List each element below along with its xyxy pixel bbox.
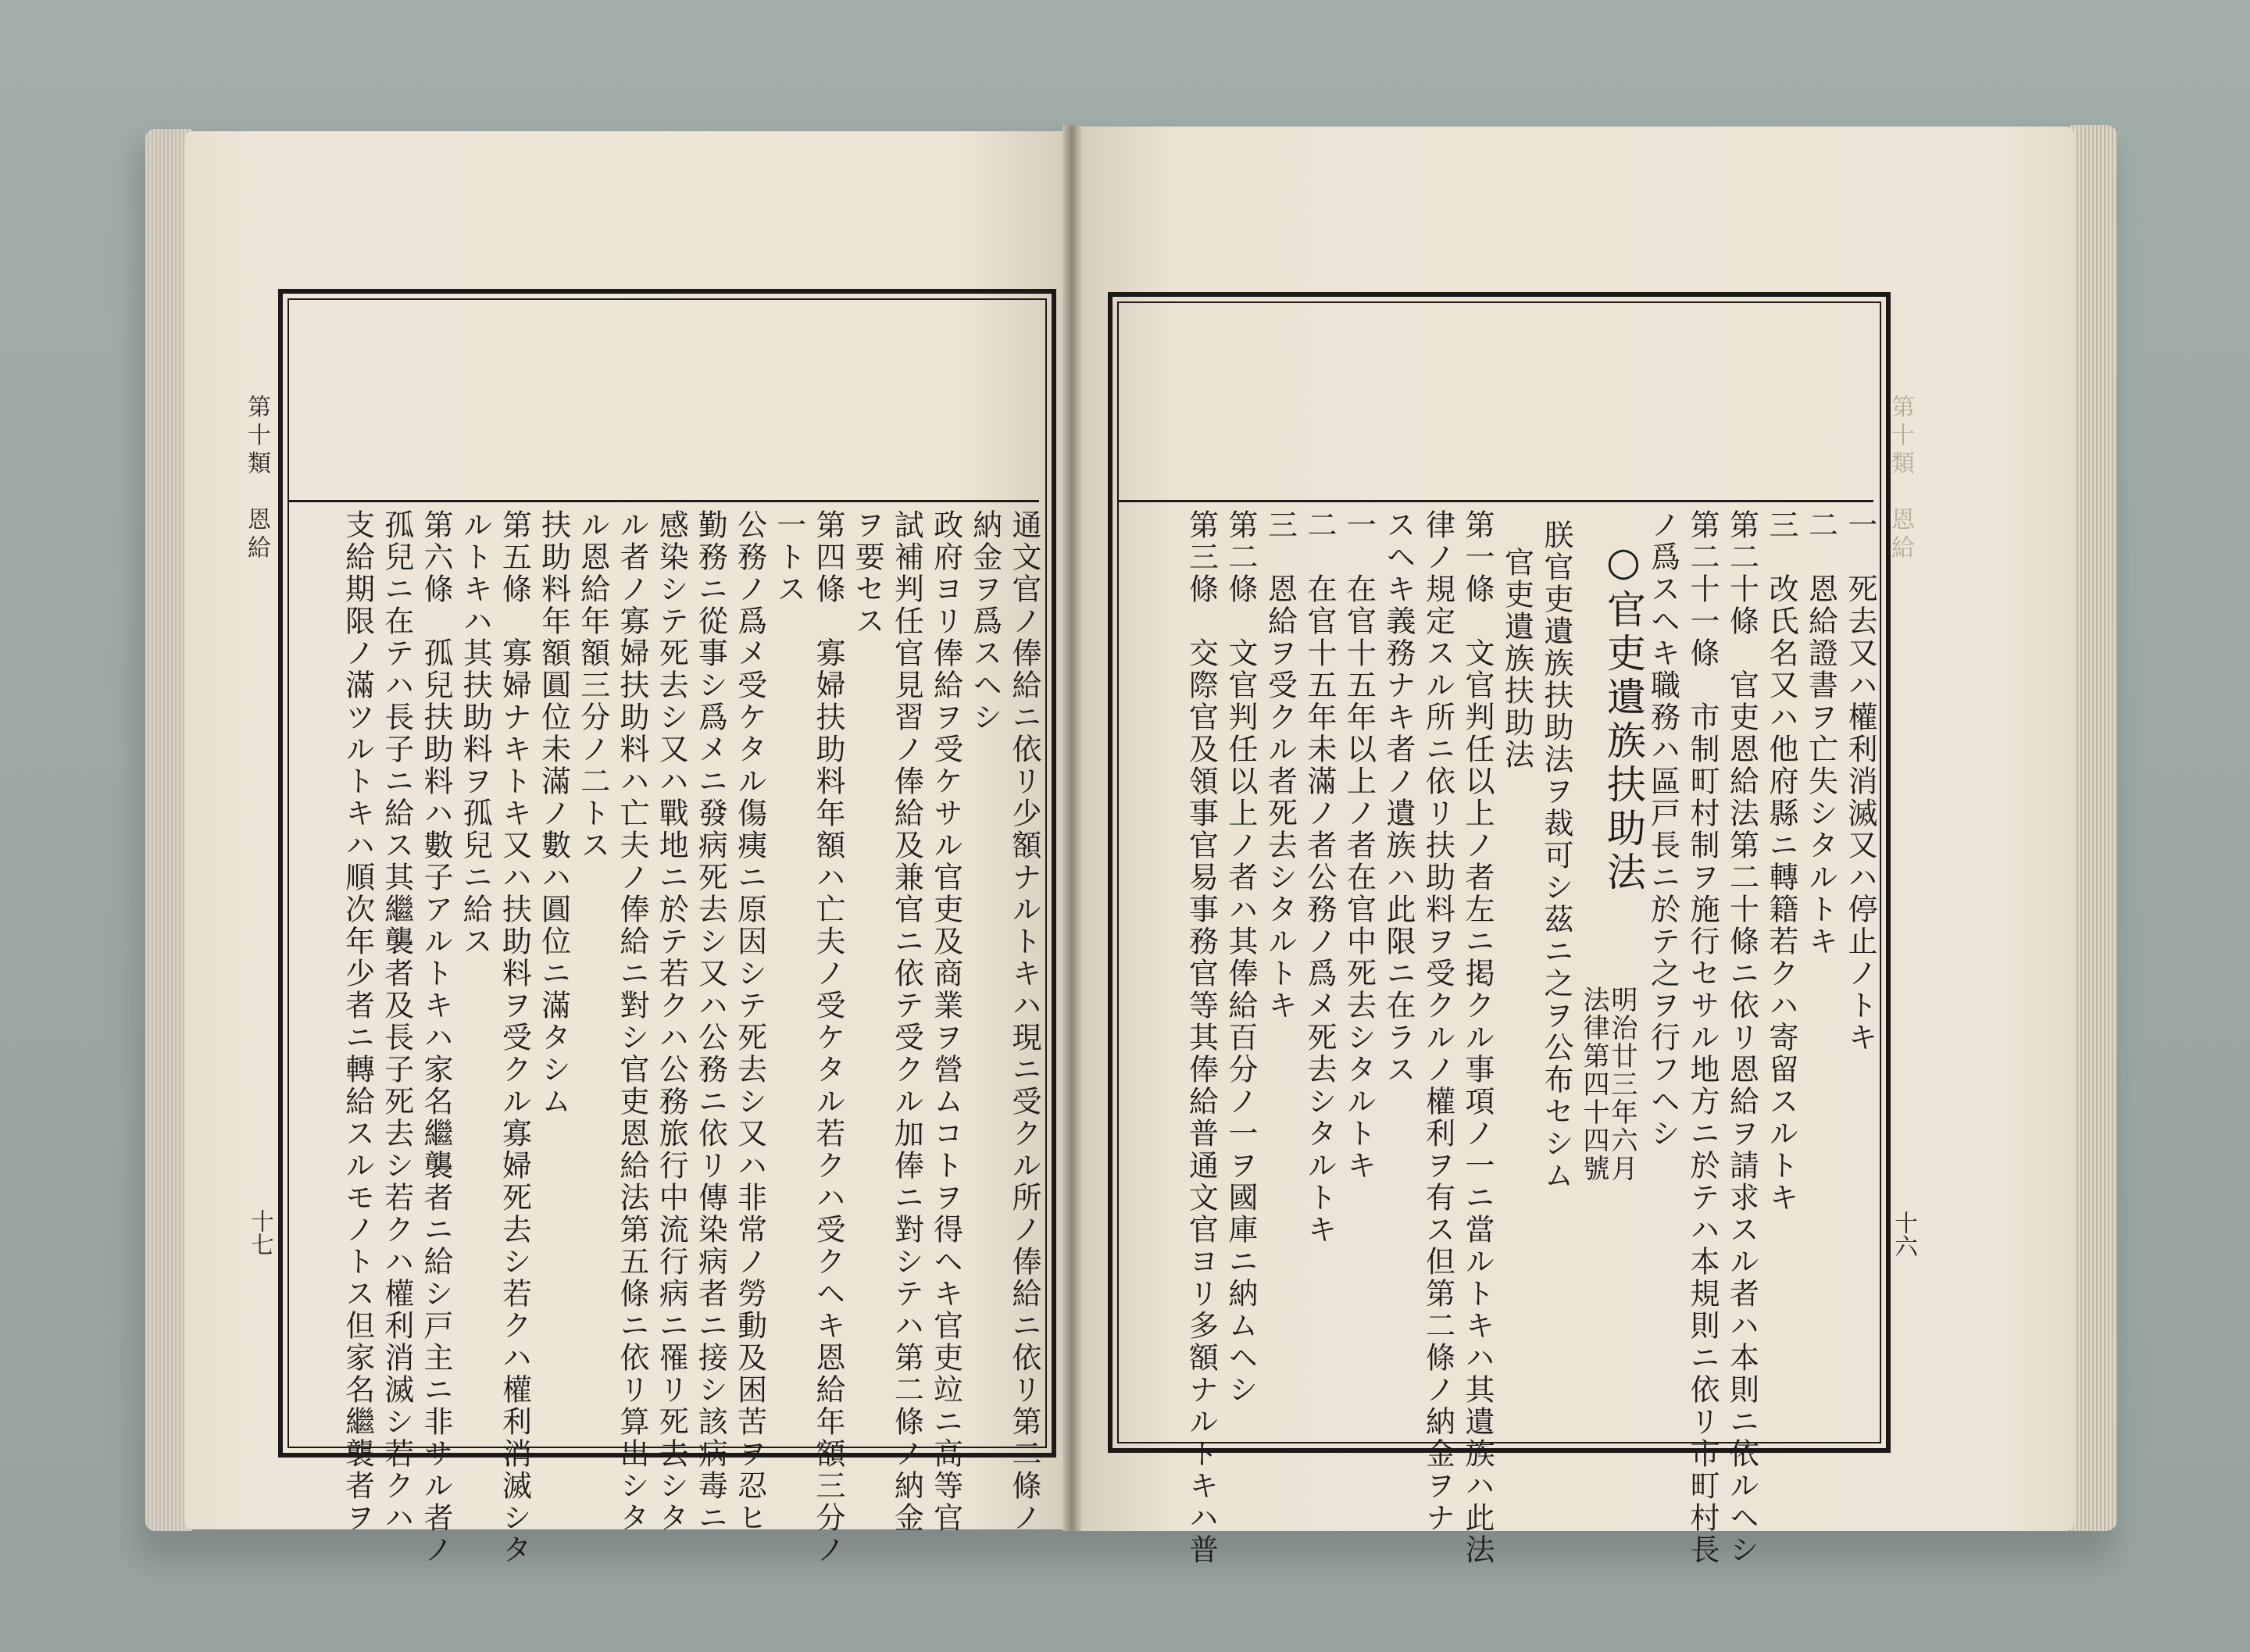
right-text-column: 明治廿三年六月 — [1606, 986, 1638, 1183]
right-running-header: 第十類 恩給 — [1887, 394, 1914, 563]
right-text-column: 第二條 文官判任以上ノ者ハ其俸給百分ノ一ヲ國庫ニ納ムヘシ — [1223, 509, 1258, 1406]
left-text-column: 支給期限ノ滿ツルトキハ順次年少者ニ轉給スルモノトス但家名繼襲者ヲ — [340, 509, 375, 1534]
left-page-number: 十七 — [246, 1209, 273, 1256]
left-text-column: 納金ヲ爲スヘシ — [967, 509, 1002, 733]
left-text-column: 勤務ニ從事シ爲メニ發病死去シ又ハ公務ニ依リ傳染病者ニ接シ該病毒ニ — [693, 509, 728, 1534]
right-text-column: 朕官吏遺族扶助法ヲ裁可シ茲ニ之ヲ公布セシム — [1539, 519, 1573, 1192]
left-text-column: 通文官ノ俸給ニ依リ少額ナルトキハ現ニ受クル所ノ俸給ニ依リ第二條ノ — [1007, 509, 1041, 1534]
right-text-column: 第一條 文官判任以上ノ者左ニ掲クル事項ノ一ニ當ルトキハ其遺族ハ此法 — [1460, 509, 1495, 1566]
left-running-header: 第十類 恩給 — [243, 394, 270, 563]
left-text-column: 第五條 寡婦ナキトキ又ハ扶助料ヲ受クル寡婦死去シ若クハ權利消滅シタ — [497, 509, 532, 1566]
left-text-column: 感染シテ死去シ又ハ戰地ニ於テ若クハ公務旅行中流行病ニ罹リ死去シタ — [654, 509, 689, 1534]
left-text-column: ル恩給年額三分ノ二トス — [575, 509, 610, 862]
right-header-rule — [1119, 500, 1873, 502]
right-text-column: 律ノ規定スル所ニ依リ扶助料ヲ受クルノ權利ヲ有ス但第二條ノ納金ヲナ — [1420, 509, 1455, 1534]
right-text-column: 三 改氏名又ハ他府縣ニ轉籍若クハ寄留スルトキ — [1764, 509, 1798, 1214]
right-text-column: 第三條 交際官及領事官易事務官等其俸給普通文官ヨリ多額ナルトキハ普 — [1184, 509, 1219, 1566]
left-text-column: 第四條 寡婦扶助料年額ハ亡夫ノ受ケタル若クハ受クヘキ恩給年額三分ノ — [811, 509, 845, 1566]
right-text-column: 第二十一條 市制町村制ヲ施行セサル地方ニ於テハ本規則ニ依リ市町村長 — [1685, 509, 1720, 1566]
left-text-column: 政府ヨリ俸給ヲ受ケサル官吏及商業ヲ營ムコトヲ得ヘキ官吏竝ニ高等官 — [928, 509, 963, 1534]
left-text-column: 一トス — [771, 509, 806, 605]
left-header-rule — [289, 500, 1039, 502]
left-text-column: ヲ要セス — [850, 509, 885, 637]
right-text-column: 第二十條 官吏恩給法第二十條ニ依リ恩給ヲ請求スル者ハ本則ニ依ルヘシ — [1724, 509, 1759, 1566]
right-text-column: 二 在官十五年未滿ノ者公務ノ爲メ死去シタルトキ — [1302, 509, 1337, 1246]
right-text-column: 二 恩給證書ヲ亡失シタルトキ — [1803, 509, 1838, 958]
section-title: ○官吏遺族扶助法 — [1601, 539, 1646, 895]
left-text-column: 試補判任官見習ノ俸給及兼官ニ依テ受クル加俸ニ對シテハ第二條ノ納金 — [889, 509, 924, 1534]
right-text-column: 官吏遺族扶助法 — [1499, 547, 1534, 771]
left-text-column: 第六條 孤兒扶助料ハ數子アルトキハ家名繼襲者ニ給シ戸主ニ非サル者ノ — [419, 509, 453, 1566]
right-page-number: 十六 — [1890, 1211, 1917, 1258]
left-text-column: 孤兒ニ在テハ長子ニ給ス其繼襲者及長子死去シ若クハ權利消滅シ若クハ — [379, 509, 414, 1534]
right-text-column: スヘキ義務ナキ者ノ遺族ハ此限ニ在ラス — [1381, 509, 1416, 1086]
right-text-column: ノ爲スヘキ職務ハ區戸長ニ於テ之ヲ行フヘシ — [1645, 509, 1680, 1150]
left-text-column: 扶助料年額圓位未滿ノ數ハ圓位ニ滿タシム — [536, 509, 571, 1118]
left-text-column: ルトキハ其扶助料ヲ孤兒ニ給ス — [458, 509, 493, 958]
left-text-column: ル者ノ寡婦扶助料ハ亡夫ノ俸給ニ對シ官吏恩給法第五條ニ依リ算出シタ — [615, 509, 649, 1534]
right-text-column: 法律第四十四號 — [1578, 986, 1609, 1183]
page-edges-right — [2070, 125, 2117, 1531]
right-text-column: 一 在官十五年以上ノ者在官中死去シタルトキ — [1341, 509, 1377, 1182]
right-text-column: 三 恩給ヲ受クル者死去シタルトキ — [1262, 509, 1298, 1022]
book-gutter — [1062, 125, 1081, 1531]
right-text-column: 一 死去又ハ權利消滅又ハ停止ノトキ — [1843, 509, 1877, 1054]
left-text-column: 公務ノ爲メ受ケタル傷痍ニ原因シテ死去シ又ハ非常ノ勞動及困苦ヲ忍ヒ — [732, 509, 767, 1534]
